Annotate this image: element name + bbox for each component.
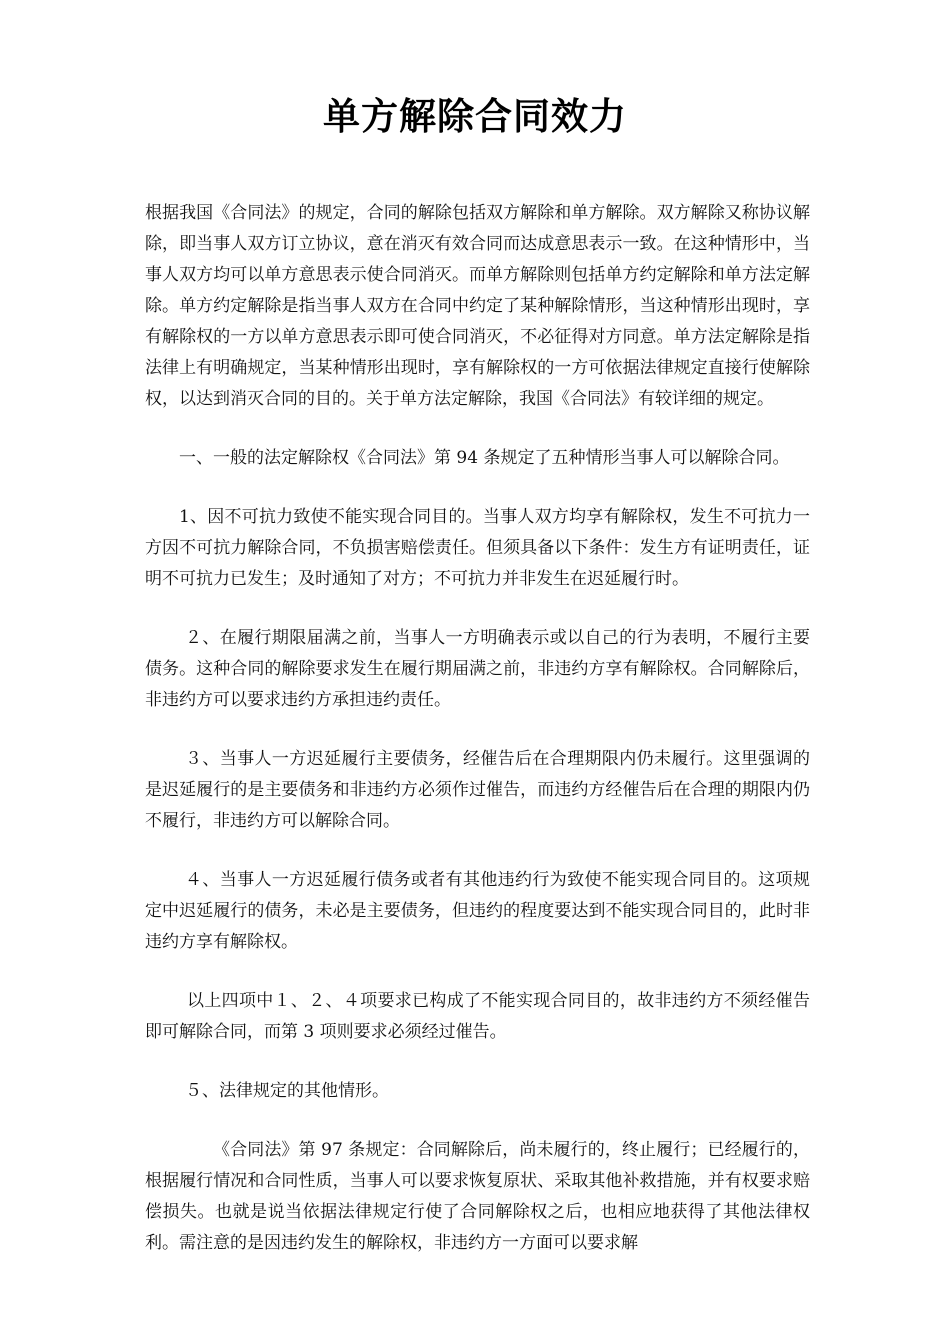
paragraph-article-97: 《合同法》第 97 条规定：合同解除后，尚未履行的，终止履行；已经履行的，根据履行情况和合同性质，当事人可以要求恢复原状、采取其他补救措施，并有权要求赔偿损失。也就是说当依据法律规定行使了合同解除权之后，也相应地获得了其他法律权利。需注意的是因违约发生的解除权，非违约方一方面可以要求解 (145, 1140, 810, 1253)
paragraph-intro: 根据我国《合同法》的规定，合同的解除包括双方解除和单方解除。双方解除又称协议解除，即当事人双方订立协议，意在消灭有效合同而达成意思表示一致。在这种情形中，当事人双方均可以单方意思表示使合同消灭。而单方解除则包括单方约定解除和单方法定解除。单方约定解除是指当事人双方在合同中约定了某种解除情形，当这种情形出现时，享有解除权的一方以单方意思表示即可使合同消灭，不必征得对方同意。单方法定解除是指法律上有明确规定，当某种情形出现时，享有解除权的一方可依据法律规定直接行使解除权，以达到消灭合同的目的。关于单方法定解除，我国《合同法》有较详细的规定。 (145, 203, 810, 409)
paragraph-item-1: 1、因不可抗力致使不能实现合同目的。当事人双方均享有解除权，发生不可抗力一方因不可抗力解除合同，不负损害赔偿责任。但须具备以下条件：发生方有证明责任，证明不可抗力已发生；及时通知了对方；不可抗力并非发生在迟延履行时。 (145, 507, 810, 589)
paragraph-section-heading: 一、一般的法定解除权《合同法》第 94 条规定了五种情形当事人可以解除合同。 (179, 448, 790, 468)
paragraph-item-4: ４、当事人一方迟延履行债务或者有其他违约行为致使不能实现合同目的。这项规定中迟延履行的债务，未必是主要债务，但违约的程度要达到不能实现合同目的，此时非违约方享有解除权。 (145, 870, 810, 952)
paragraph-item-3: ３、当事人一方迟延履行主要债务，经催告后在合理期限内仍未履行。这里强调的是迟延履行的是主要债务和非违约方必须作过催告，而违约方经催告后在合理的期限内仍不履行，非违约方可以解除合同。 (145, 749, 810, 831)
document-title: 单方解除合同效力 (323, 95, 627, 138)
paragraph-item-5: ５、法律规定的其他情形。 (185, 1081, 389, 1101)
paragraph-item-2: ２、在履行期限届满之前，当事人一方明确表示或以自己的行为表明，不履行主要债务。这种合同的解除要求发生在履行期届满之前，非违约方享有解除权。合同解除后，非违约方可以要求违约方承担违约责任。 (145, 628, 810, 710)
paragraph-summary: 以上四项中１、２、４项要求已构成了不能实现合同目的，故非违约方不须经催告即可解除合同，而第 3 项则要求必须经过催告。 (145, 991, 810, 1042)
document-body (145, 198, 810, 1287)
